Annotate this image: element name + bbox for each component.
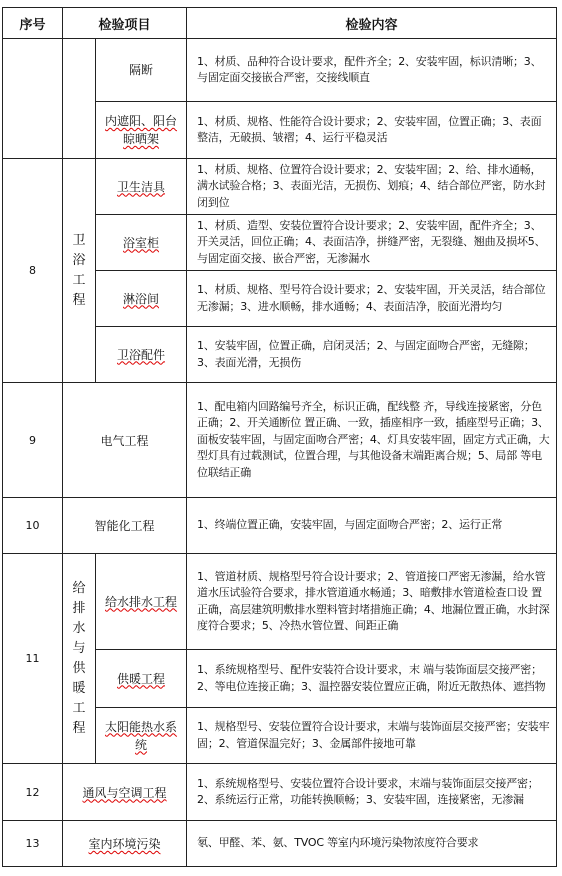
item-content: 1、材质、规格、性能符合设计要求；2、安装牢固，位置正确；3、表面整洁，无破损、皱褶；4、运行平稳灵活: [187, 102, 557, 159]
row-category: 卫浴工程: [63, 159, 96, 383]
row-number: 12: [3, 764, 63, 821]
item-content: 氡、甲醛、苯、氨、TVOC 等室内环境污染物浓度符合要求: [187, 821, 557, 867]
item-content: 1、系统规格型号、配件安装符合设计要求，末 端与装饰面层交接严密；2、等电位连接正确；3、温控器安装位置应正确，附近无散热体、遮挡物: [187, 650, 557, 708]
item-content: 1、系统规格型号、安装位置符合设计要求，末端与装饰面层交接严密；2、系统运行正常，功能转换顺畅；3、安装牢固，连接紧密，无渗漏: [187, 764, 557, 821]
row-category: 给排水与供暖工程: [63, 554, 96, 764]
item-content: 1、配电箱内回路编号齐全，标识正确，配线整 齐，导线连接紧密，分色正确；2、开关通断位 置正确、一致，插座相序一致，插座型号正确；3、面板安装牢固，与固定面吻合严密；4、灯具安装牢固，固定方式正确，大型灯具有过载测试，位置合理，与其他设备末端距离合规；5、局部 等电位联结正确: [187, 383, 557, 498]
inspection-table: [2, 7, 557, 867]
row-no-empty: [3, 39, 63, 159]
item-content: 1、规格型号、安装位置符合设计要求，末端与装饰面层交接严密；安装牢固；2、管道保温完好；3、金属部件接地可靠: [187, 708, 557, 764]
item-name: 淋浴间: [96, 271, 187, 327]
item-content: 1、材质、造型、安装位置符合设计要求；2、安装牢固，配件齐全；3、开关灵活，回位正确；4、表面洁净，拼缝严密，无裂缝、翘曲及损坏5、与固定面交接、嵌合严密，无渗漏水: [187, 215, 557, 271]
table-row: [3, 383, 557, 498]
table-row: [3, 159, 557, 215]
table-row: [3, 764, 557, 821]
item-name: 内遮阳、阳台晾晒架: [96, 102, 187, 159]
item-name: 智能化工程: [63, 498, 187, 554]
item-content: 1、材质、规格、型号符合设计要求；2、安装牢固，开关灵活，结合部位无渗漏；3、进水顺畅，排水通畅；4、表面洁净，胶面光滑均匀: [187, 271, 557, 327]
item-name: 供暖工程: [96, 650, 187, 708]
item-name: 电气工程: [63, 383, 187, 498]
row-category-empty: [63, 39, 96, 159]
table-row: [3, 554, 557, 650]
item-content: 1、终端位置正确，安装牢固，与固定面吻合严密；2、运行正常: [187, 498, 557, 554]
item-name: 太阳能热水系统: [96, 708, 187, 764]
item-content: 1、材质、品种符合设计要求，配件齐全；2、安装牢固，标识清晰；3、与固定面交接嵌合严密，交接线顺直: [187, 39, 557, 102]
item-name: 卫生洁具: [96, 159, 187, 215]
table-row: [3, 39, 557, 102]
table-row: [3, 498, 557, 554]
item-name: 通风与空调工程: [63, 764, 187, 821]
item-name: 给水排水工程: [96, 554, 187, 650]
table-row: [3, 821, 557, 867]
header-content: 检验内容: [187, 8, 557, 39]
item-name: 隔断: [96, 39, 187, 102]
row-number: 9: [3, 383, 63, 498]
header-no: 序号: [3, 8, 63, 39]
item-content: 1、安装牢固，位置正确，启闭灵活；2、与固定面吻合严密，无缝隙；3、表面光滑，无损伤: [187, 327, 557, 383]
item-name: 室内环境污染: [63, 821, 187, 867]
item-content: 1、管道材质、规格型号符合设计要求；2、管道接口严密无渗漏，给水管道水压试验符合要求，排水管道通水畅通；3、暗敷排水管道检查口设 置正确，高层建筑明敷排水塑料管封堵措施正确；4、地漏位置正确，水封深度符合要求；5、冷热水管位置、间距正确: [187, 554, 557, 650]
row-number: 8: [3, 159, 63, 383]
table-header-row: [3, 8, 557, 39]
row-number: 11: [3, 554, 63, 764]
row-number: 13: [3, 821, 63, 867]
header-item: 检验项目: [63, 8, 187, 39]
row-number: 10: [3, 498, 63, 554]
item-content: 1、材质、规格、位置符合设计要求；2、安装牢固；2、给、排水通畅，满水试验合格；3、表面光洁，无损伤、划痕；4、结合部位严密，防水封闭到位: [187, 159, 557, 215]
item-name: 卫浴配件: [96, 327, 187, 383]
item-name: 浴室柜: [96, 215, 187, 271]
